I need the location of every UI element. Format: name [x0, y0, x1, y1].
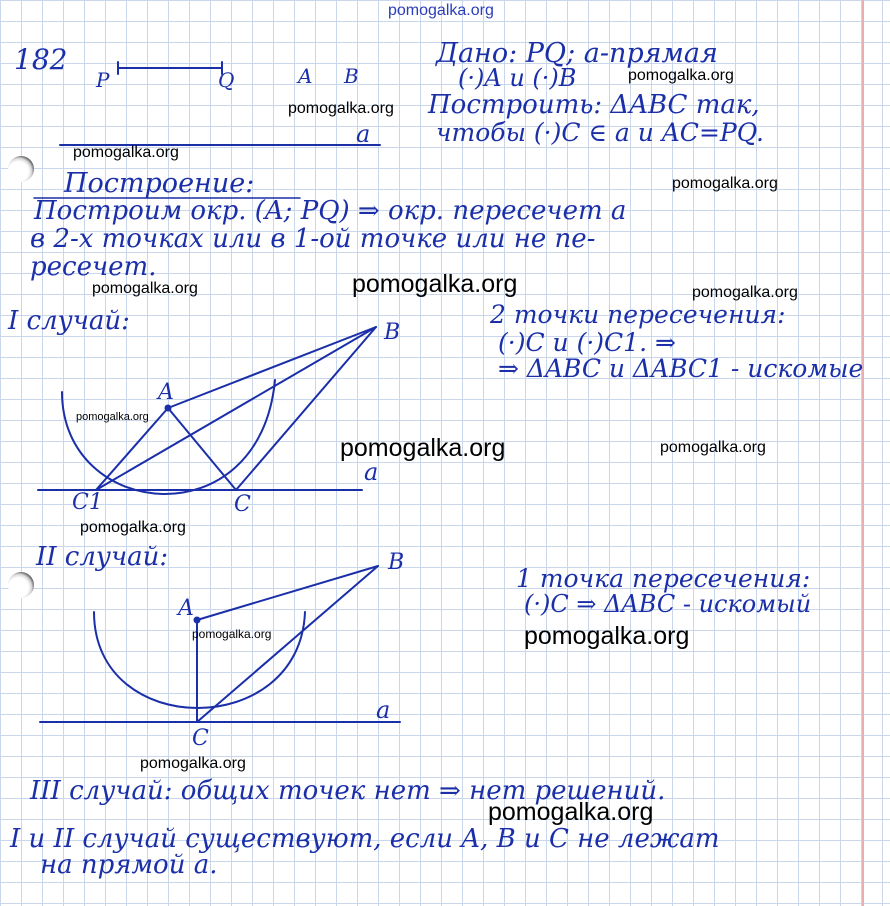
- sketch-label-b: B: [344, 64, 359, 88]
- fig1-point-a: [166, 406, 171, 411]
- case1-note-3: ⇒ ΔABC и ΔABC1 - искомые: [498, 354, 864, 383]
- fig2-segment-ab: [197, 566, 378, 620]
- fig2-point-a: [195, 618, 200, 623]
- watermark: pomogalka.org: [524, 622, 690, 650]
- fig1-segment-cb: [236, 327, 379, 490]
- case2-note-2: (·)C ⇒ ΔABC - искомый: [524, 590, 812, 618]
- fig2-label-b: B: [388, 550, 405, 575]
- given-line-2: (·)A и (·)B: [458, 64, 577, 92]
- construct-line-2: чтобы (·)C ∈ a и AC=PQ.: [436, 118, 764, 147]
- construction-line-2: в 2-х точках или в 1-ой точке или не пе-: [30, 224, 596, 254]
- construction-line-3: ресечет.: [30, 252, 157, 282]
- watermark: pomogalka.org: [660, 439, 766, 456]
- watermark: pomogalka.org: [288, 100, 394, 117]
- watermark: pomogalka.org: [692, 284, 798, 301]
- sketch-label-p: P: [96, 68, 110, 92]
- watermark: pomogalka.org: [340, 434, 506, 462]
- fig1-label-c1: C1: [72, 490, 103, 515]
- watermark: pomogalka.org: [92, 280, 198, 297]
- fig2-label-a: A: [178, 596, 194, 621]
- watermark: pomogalka.org: [76, 411, 149, 423]
- construction-title: Построение:: [64, 168, 255, 199]
- case2-title: II случай:: [36, 542, 169, 572]
- watermark: pomogalka.org: [140, 755, 246, 772]
- watermark: pomogalka.org: [672, 175, 778, 192]
- fig1-label-a: A: [158, 380, 174, 405]
- watermark: pomogalka.org: [192, 627, 272, 641]
- watermark: pomogalka.org: [628, 67, 734, 84]
- case2-note-1: 1 точка пересечения:: [516, 564, 811, 593]
- sketch-label-line-a: a: [356, 120, 371, 148]
- final-line-1: I и II случай существуют, если A, B и C не лежат: [10, 824, 720, 854]
- fig1-label-line-a: a: [364, 458, 379, 486]
- fig2-segment-cb: [197, 566, 378, 722]
- fig1-label-b: B: [384, 320, 401, 345]
- fig2-label-line-a: a: [376, 696, 391, 724]
- watermark: pomogalka.org: [352, 270, 518, 298]
- sketch-label-a: A: [298, 64, 313, 88]
- final-line-2: на прямой a.: [40, 850, 218, 880]
- case1-note-2: (·)C и (·)C1. ⇒: [498, 328, 676, 357]
- given-line-1: Дано: PQ; a-прямая: [436, 38, 718, 69]
- case1-note-1: 2 точки пересечения:: [490, 300, 786, 329]
- construction-line-1: Построим окр. (A; PQ) ⇒ окр. пересечет a: [34, 196, 627, 226]
- watermark: pomogalka.org: [73, 144, 179, 161]
- problem-number: 182: [14, 43, 68, 76]
- case3-line: III случай: общих точек нет ⇒ нет решений.: [30, 776, 666, 806]
- site-watermark-top: pomogalka.org: [388, 2, 494, 19]
- fig1-segment-ac: [168, 408, 236, 490]
- sketch-label-q: Q: [218, 68, 235, 92]
- fig2-label-c: C: [192, 726, 209, 751]
- fig1-label-c: C: [234, 492, 251, 517]
- watermark: pomogalka.org: [80, 519, 186, 536]
- case1-title: I случай:: [8, 306, 130, 336]
- construct-line-1: Построить: ΔABC так,: [428, 90, 760, 120]
- watermark: pomogalka.org: [488, 798, 654, 826]
